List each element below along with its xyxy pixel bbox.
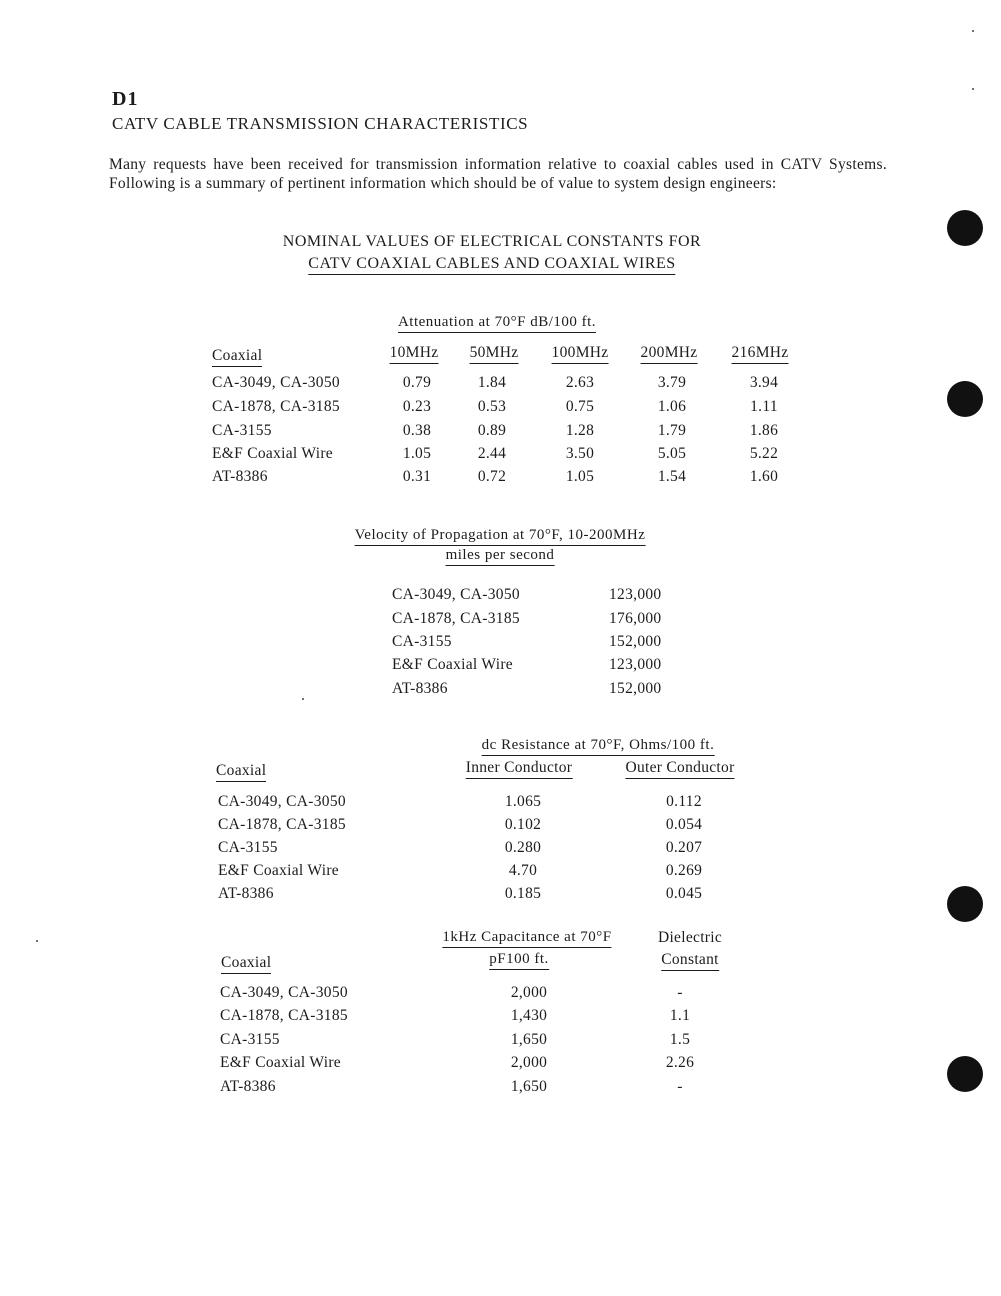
attenuation-cell: 0.89 — [477, 422, 507, 439]
attenuation-cell: 3.50 — [565, 445, 595, 462]
capacitance-subtitle: pF100 ft. — [489, 951, 549, 970]
resistance-outer-value: 0.112 — [666, 793, 702, 810]
resistance-col-outer: Outer Conductor — [625, 759, 734, 779]
dielectric-value: - — [677, 984, 683, 1001]
resistance-inner-value: 0.102 — [504, 816, 542, 833]
main-heading-line1: NOMINAL VALUES OF ELECTRICAL CONSTANTS FOR — [282, 233, 702, 250]
attenuation-freq-header: 100MHz — [552, 344, 609, 364]
resistance-title: dc Resistance at 70°F, Ohms/100 ft. — [482, 737, 715, 756]
attenuation-row-cable: AT-8386 — [212, 468, 268, 485]
attenuation-cell: 1.86 — [749, 422, 779, 439]
paper-speck — [36, 940, 38, 942]
attenuation-cell: 5.05 — [657, 445, 687, 462]
dielectric-value: 1.5 — [669, 1031, 691, 1048]
attenuation-cell: 0.38 — [402, 422, 432, 439]
velocity-row-cable: CA-3049, CA-3050 — [392, 586, 520, 603]
dielectric-value: 2.26 — [665, 1054, 695, 1071]
binder-hole — [947, 1056, 983, 1092]
resistance-inner-value: 0.280 — [504, 839, 542, 856]
dielectric-value: 1.1 — [669, 1007, 691, 1024]
attenuation-cell: 1.60 — [749, 468, 779, 485]
attenuation-freq-header: 50MHz — [470, 344, 519, 364]
resistance-row-cable: AT-8386 — [218, 885, 274, 902]
main-heading-line2: CATV COAXIAL CABLES AND COAXIAL WIRES — [308, 255, 675, 275]
attenuation-cell: 1.79 — [657, 422, 687, 439]
capacitance-row-cable: CA-1878, CA-3185 — [220, 1007, 348, 1024]
resistance-row-cable: CA-3049, CA-3050 — [218, 793, 346, 810]
page-code: D1 — [112, 88, 139, 110]
paper-speck — [972, 30, 974, 32]
capacitance-value: 1,430 — [510, 1007, 548, 1024]
attenuation-cell: 1.11 — [750, 398, 778, 415]
attenuation-cell: 3.79 — [657, 374, 687, 391]
dielectric-header-line2: Constant — [661, 951, 719, 971]
velocity-row-cable: E&F Coaxial Wire — [392, 656, 513, 673]
attenuation-row-cable: CA-1878, CA-3185 — [212, 398, 340, 415]
resistance-outer-value: 0.207 — [665, 839, 703, 856]
attenuation-cell: 2.44 — [477, 445, 507, 462]
resistance-row-cable: E&F Coaxial Wire — [218, 862, 339, 879]
capacitance-value: 1,650 — [510, 1078, 548, 1095]
attenuation-cell: 3.94 — [749, 374, 779, 391]
attenuation-cell: 1.05 — [565, 468, 595, 485]
velocity-row-cable: CA-1878, CA-3185 — [392, 610, 520, 627]
attenuation-cell: 1.05 — [402, 445, 432, 462]
paper-speck — [972, 88, 974, 90]
dielectric-header-line1: Dielectric — [657, 929, 723, 946]
capacitance-value: 2,000 — [510, 1054, 548, 1071]
capacitance-value: 1,650 — [510, 1031, 548, 1048]
resistance-inner-value: 0.185 — [504, 885, 542, 902]
velocity-value: 152,000 — [609, 680, 662, 697]
capacitance-row-cable: AT-8386 — [220, 1078, 276, 1095]
attenuation-cell: 1.06 — [657, 398, 687, 415]
binder-hole — [947, 210, 983, 246]
attenuation-freq-header: 200MHz — [641, 344, 698, 364]
velocity-value: 123,000 — [609, 586, 662, 603]
attenuation-cell: 0.72 — [477, 468, 507, 485]
attenuation-cell: 1.84 — [477, 374, 507, 391]
capacitance-title: 1kHz Capacitance at 70°F — [442, 929, 611, 948]
attenuation-col-coaxial: Coaxial — [212, 347, 262, 367]
capacitance-row-cable: CA-3049, CA-3050 — [220, 984, 348, 1001]
attenuation-cell: 0.23 — [402, 398, 432, 415]
attenuation-freq-header: 10MHz — [390, 344, 439, 364]
velocity-subtitle: miles per second — [446, 547, 555, 566]
resistance-row-cable: CA-1878, CA-3185 — [218, 816, 346, 833]
velocity-value: 176,000 — [609, 610, 662, 627]
attenuation-cell: 1.28 — [565, 422, 595, 439]
attenuation-cell: 0.53 — [477, 398, 507, 415]
attenuation-cell: 1.54 — [657, 468, 687, 485]
binder-hole — [947, 886, 983, 922]
attenuation-cell: 0.79 — [402, 374, 432, 391]
velocity-value: 152,000 — [609, 633, 662, 650]
velocity-row-cable: CA-3155 — [392, 633, 452, 650]
resistance-row-cable: CA-3155 — [218, 839, 278, 856]
capacitance-row-cable: CA-3155 — [220, 1031, 280, 1048]
resistance-outer-value: 0.045 — [665, 885, 703, 902]
capacitance-col-coaxial: Coaxial — [221, 954, 271, 974]
velocity-row-cable: AT-8386 — [392, 680, 448, 697]
resistance-outer-value: 0.269 — [665, 862, 703, 879]
attenuation-title: Attenuation at 70°F dB/100 ft. — [398, 314, 596, 333]
resistance-inner-value: 1.065 — [504, 793, 542, 810]
attenuation-cell: 0.75 — [565, 398, 595, 415]
attenuation-row-cable: E&F Coaxial Wire — [212, 445, 333, 462]
dielectric-value: - — [677, 1078, 683, 1095]
intro-paragraph: Many requests have been received for transmission information relative to coaxial cables used in CATV Systems. Following is a summary of pertinent information which should be of value to system design engineers: — [109, 156, 887, 192]
resistance-col-inner: Inner Conductor — [466, 759, 573, 779]
capacitance-row-cable: E&F Coaxial Wire — [220, 1054, 341, 1071]
binder-hole — [947, 381, 983, 417]
attenuation-cell: 2.63 — [565, 374, 595, 391]
resistance-outer-value: 0.054 — [665, 816, 703, 833]
resistance-inner-value: 4.70 — [508, 862, 538, 879]
resistance-col-coaxial: Coaxial — [216, 762, 266, 782]
attenuation-cell: 0.31 — [402, 468, 432, 485]
attenuation-row-cable: CA-3049, CA-3050 — [212, 374, 340, 391]
velocity-value: 123,000 — [609, 656, 662, 673]
attenuation-freq-header: 216MHz — [732, 344, 789, 364]
attenuation-row-cable: CA-3155 — [212, 422, 272, 439]
velocity-title: Velocity of Propagation at 70°F, 10-200MHz — [355, 527, 646, 546]
attenuation-cell: 5.22 — [749, 445, 779, 462]
capacitance-value: 2,000 — [510, 984, 548, 1001]
paper-speck — [302, 698, 304, 700]
document-title: CATV CABLE TRANSMISSION CHARACTERISTICS — [112, 114, 529, 133]
